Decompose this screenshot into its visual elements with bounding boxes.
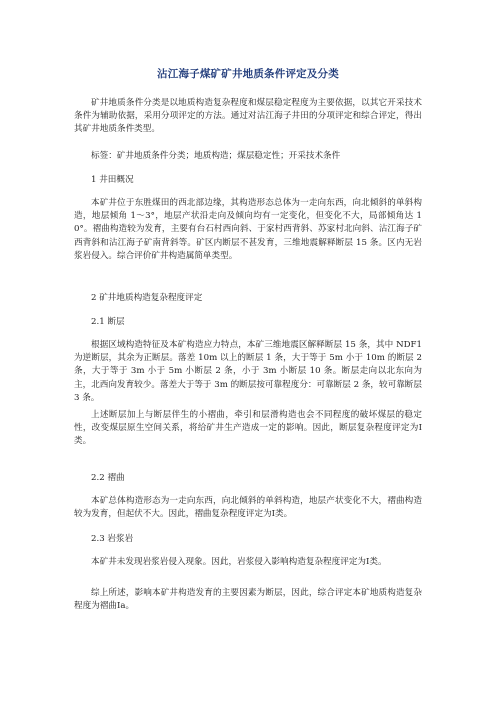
section-2-heading: 2 矿井地质构造复杂程度评定 <box>91 293 203 303</box>
section-1-paragraph: 本矿井位于东胜煤田的西北部边缘，其构造形态总体为一走向东西，向北倾斜的单斜构造，地层倾角 1～3°，地层产状沿走向及倾向均有一定变化，但变化不大，局部倾角达 10°。褶曲构造较为发育，主要有台石村西向斜、于家村西背斜、苏家村北向斜、沾江海子矿西背斜和沾江海子矿南背斜等。矿区内断层不甚发育，三维地震解释断层 15 条。区内无岩浆岩侵入。综合评价矿井构造属简单类型。 <box>74 198 422 261</box>
section-2-3-paragraph-1: 本矿井未发现岩浆岩侵入现象。因此，岩浆侵入影响构造复杂程度评定为Ⅰ类。 <box>91 557 387 567</box>
section-2-3-heading: 2.3 岩浆岩 <box>91 534 134 544</box>
section-2-3-paragraph-2: 综上所述，影响本矿井构造发育的主要因素为断层，因此，综合评定本矿地质构造复杂程度为褶曲Ⅰa。 <box>74 588 422 612</box>
keywords-line: 标签：矿井地质条件分类；地质构造；煤层稳定性；开采技术条件 <box>91 151 341 161</box>
section-2-2-heading: 2.2 褶曲 <box>91 473 125 483</box>
section-2-1-paragraph-1: 根据区域构造特征及本矿构造应力特点，本矿三维地震区解释断层 15 条，其中 NDF1 为逆断层，其余为正断层。落差 10m 以上的断层 1 条，大于等于 5m 小于 10m 的断层 2 条，大于等于 3m 小于 5m 小断层 2 条，小于 3m 小断层 10 条。断层走向以北东向为主，北西向发育较少。落差大于等于 3m 的断层按可靠程度分：可靠断层 2 条，较可靠断层 3 条。 <box>74 340 422 403</box>
section-1-heading: 1 井田概况 <box>91 175 134 185</box>
abstract-paragraph: 矿井地质条件分类是以地质构造复杂程度和煤层稳定程度为主要依据，以其它开采技术条件为辅助依据，采用分项评定的方法。通过对沾江海子井田的分项评定和综合评定，得出其矿井地质条件类型。 <box>74 98 422 135</box>
section-2-1-heading: 2.1 断层 <box>91 317 125 327</box>
document-title: 沾江海子煤矿矿井地质条件评定及分类 <box>157 68 339 80</box>
section-2-1-paragraph-2: 上述断层加上与断层伴生的小褶曲，牵引和层滑构造也会不同程度的破坏煤层的稳定性，改变煤层原生空间关系，将给矿井生产造成一定的影响。因此，断层复杂程度评定为Ⅰ类。 <box>74 410 422 447</box>
section-2-2-paragraph: 本矿总体构造形态为一走向东西，向北倾斜的单斜构造，地层产状变化不大，褶曲构造较为发育，但起伏不大。因此，褶曲复杂程度评定为Ⅰ类。 <box>74 496 422 520</box>
